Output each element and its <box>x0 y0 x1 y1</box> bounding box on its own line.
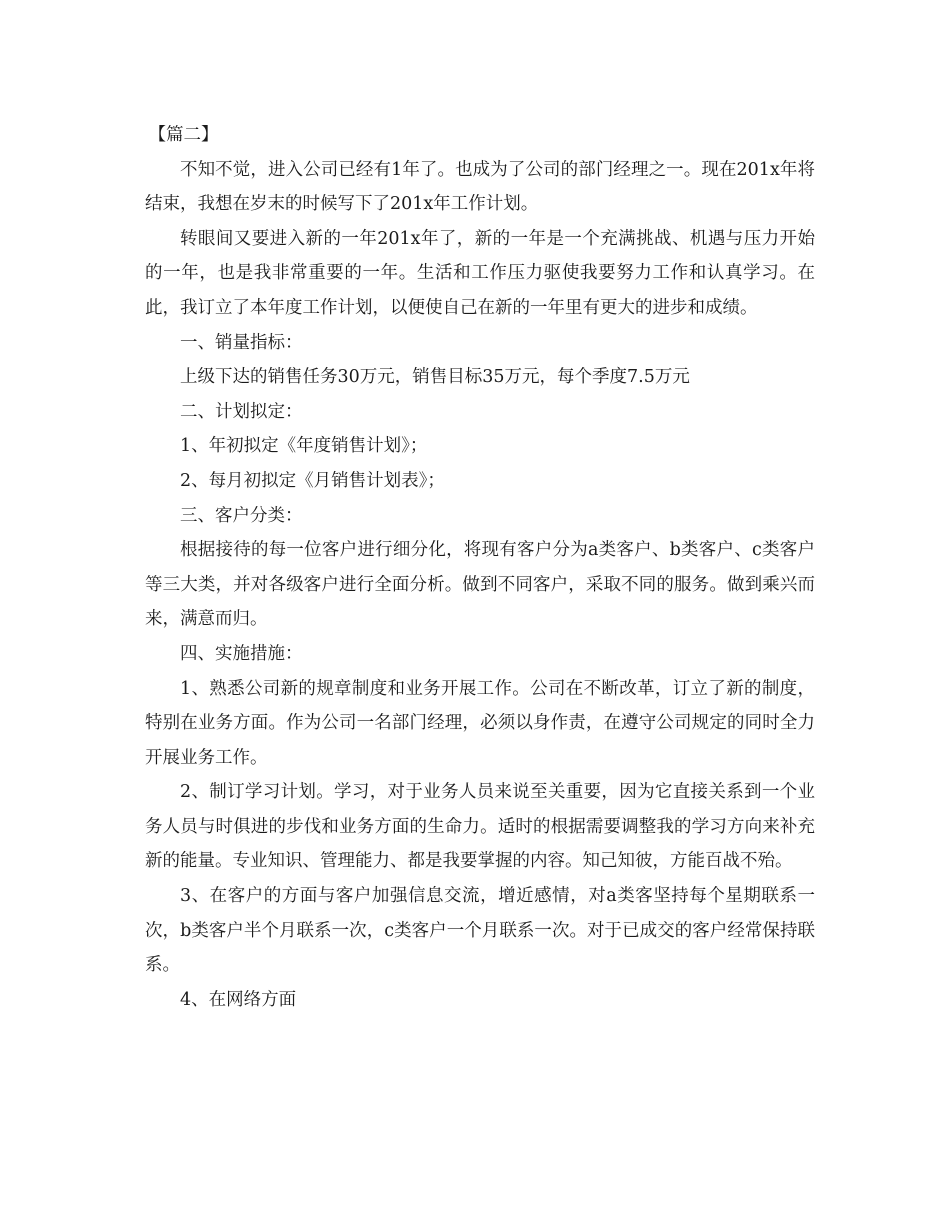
section-title: 【篇二】 <box>148 125 219 145</box>
paragraph-sales-target: 上级下达的销售任务30万元，销售目标35万元，每个季度7.5万元 <box>180 367 690 388</box>
document-body <box>145 118 815 1017</box>
measure-item-1: 1、熟悉公司新的规章制度和业务开展工作。公司在不断改革，订立了新的制度，特别在业务方面。作为公司一名部门经理，必须以身作责，在遵守公司规定的同时全力开展业务工作。 <box>145 678 815 768</box>
paragraph-intro: 不知不觉，进入公司已经有1年了。也成为了公司的部门经理之一。现在201x年将结束，我想在岁末的时候写下了201x年工作计划。 <box>145 159 815 215</box>
list-item-monthly-plan: 2、每月初拟定《月销售计划表》； <box>180 470 445 491</box>
heading-measures: 四、实施措施： <box>180 643 303 664</box>
heading-sales-target: 一、销量指标： <box>180 332 303 353</box>
list-item-annual-plan: 1、年初拟定《年度销售计划》； <box>180 436 428 457</box>
paragraph-customer-classification: 根据接待的每一位客户进行细分化，将现有客户分为a类客户、b类客户、c类客户等三大类，并对各级客户进行全面分析。做到不同客户，采取不同的服务。做到乘兴而来，满意而归。 <box>145 540 815 630</box>
measure-item-4: 4、在网络方面 <box>180 989 297 1010</box>
heading-customer-classification: 三、客户分类： <box>180 505 303 526</box>
paragraph-new-year: 转眼间又要进入新的一年201x年了，新的一年是一个充满挑战、机遇与压力开始的一年，也是我非常重要的一年。生活和工作压力驱使我要努力工作和认真学习。在此，我订立了本年度工作计划，以便使自己在新的一年里有更大的进步和成绩。 <box>145 228 815 318</box>
measure-item-2: 2、制订学习计划。学习，对于业务人员来说至关重要，因为它直接关系到一个业务人员与时俱进的步伐和业务方面的生命力。适时的根据需要调整我的学习方向来补充新的能量。专业知识、管理能力、都是我要掌握的内容。知己知彼，方能百战不殆。 <box>145 782 815 872</box>
heading-plan: 二、计划拟定： <box>180 401 303 422</box>
measure-item-3: 3、在客户的方面与客户加强信息交流，增近感情，对a类客坚持每个星期联系一次，b类客户半个月联系一次，c类客户一个月联系一次。对于已成交的客户经常保持联系。 <box>145 886 815 976</box>
